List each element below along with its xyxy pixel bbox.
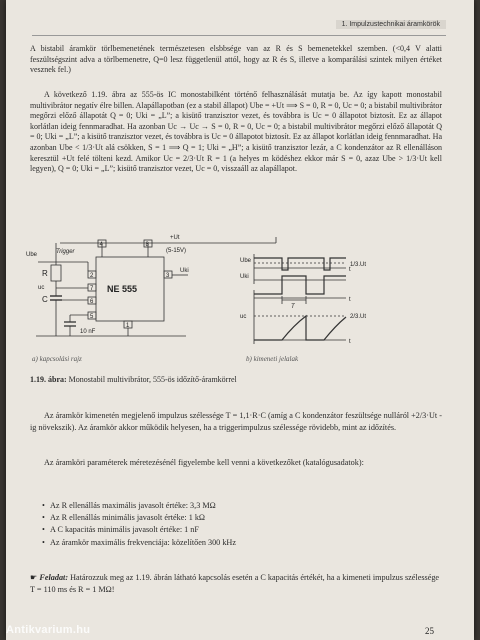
page-number: 25	[425, 626, 434, 636]
parameters-paragraph: Az áramköri paraméterek méretezésénél figyelembe kell venni a következőket (katalógusadatok):	[44, 458, 364, 467]
list-item: • Az áramkör maximális frekvenciája: közelítően 300 kHz	[50, 537, 236, 549]
r-label: R	[42, 269, 48, 278]
third-level-label: 1/3.Ut	[350, 262, 367, 268]
pin-8: 8	[145, 242, 149, 248]
list-item: • A C kapacitás minimális javasolt értéke: 1 nF	[50, 524, 236, 536]
subcaption-b: b) kimeneti jelalak	[246, 355, 299, 363]
ic-label: NE 555	[107, 284, 138, 294]
book-page	[6, 0, 474, 640]
monostable-paragraph: A következő 1.19. ábra az 555-ös IC monostabilként történő felhasználását mutatja be. Az így kapott monostabil multivibrátor negatív élre billen. Alapállapotban (ez a stabil állapot) Ube = +Ut ⟹ S = 0, R = 0, Uc = 0; a bistabil multivibrátor megőrzi előző állapotát Q = 0; Uki = „L”; a kisütő tranzisztor vezet, és továbbra is Uc = 0 állapotot biztosít. Ez az állapot korlátlan ideig fennmaradhat. Ha azonban Uc → Uc → S = 0, R = 0, Uc = 0; a bistabil multivibrátor megőrzi előző állapotát Q = 0; Uki = „L”; a kisütő tranzisztor vezet, és továbbra is Uc = 0 állapotot biztosít. Ez az állapot korlátlan ideig fennmaradhat. Ha azonban Ube < 1/3·Ut alá csökken, S = 1 ⟹ Q = 1; Uki = „H”; a kisütő tranzisztor lezár, a C kondenzátor az R ellenálláson keresztül +Ut felé tölteni kezd. Amikor Uc = 2/3·Ut R = 1 (a helyes m ködéshez ekkor már S = 0, azaz Ube > 1/3·Ut kell legyen), Q = 0; Uki = „L”; kisütő tranzisztor vezet, Uc = 0, visszaáll az alapállapot.	[30, 90, 442, 174]
figure-caption	[30, 375, 237, 384]
twothirds-level-label: 2/3.Ut	[350, 314, 367, 320]
wave-uki-label: Uki	[240, 274, 249, 280]
pin-7: 7	[90, 286, 94, 292]
trigger-label: Trigger	[56, 249, 75, 255]
wave-ube-label: Ube	[240, 258, 252, 264]
subcaption-a: a) kapcsolási rajz	[32, 355, 82, 363]
t-axis-3: t	[349, 339, 351, 345]
waveform-labels	[240, 258, 366, 345]
period-T-label: T	[291, 304, 295, 310]
section-header: 1. Impulzustechnikai áramkörök	[336, 20, 446, 29]
pulse-width-paragraph: Az áramkör kimenetén megjelenő impulzus szélessége T = 1,1·R·C (amíg a C kondenzátor feszültsége nulláról +2/3·Ut -ig növekszik). Az áramkör akkor működik helyesen, ha a triggerimpulzus szélessége rövidebb, mint az időzítés.	[30, 411, 442, 433]
parameter-list	[50, 500, 236, 549]
pin-6: 6	[90, 299, 94, 305]
wave-uc-label: uc	[240, 314, 247, 320]
waveforms	[254, 254, 346, 344]
pin-5: 5	[90, 314, 94, 320]
caption-number: 1.19. ábra:	[30, 375, 67, 384]
cap-label: 10 nF	[80, 329, 96, 335]
t-axis-2: t	[349, 297, 351, 303]
pin-2: 2	[90, 273, 94, 279]
watermark: Antikvarium.hu	[6, 624, 91, 636]
pointer-icon: ☛	[30, 573, 40, 582]
intro-paragraph: A bistabil áramkör törlbemenetének természetesen elsbbsége van az R és S bemenetekkel szemben. (<0,4 V alatti feszültségszint adva a törlbemenetre, Q=0 lesz függetlenül attól, hogy az R és S, illetve a komparálási szintek milyen értéket vesznek fel.)	[30, 44, 442, 75]
resistor	[51, 265, 61, 281]
list-item: • Az R ellenállás minimális javasolt értéke: 1 kΩ	[50, 512, 236, 524]
uc-label: uc	[38, 285, 45, 291]
task-text: Határozzuk meg az 1.19. ábrán látható kapcsolás esetén a C kapacitás értékét, ha a kimeneti impulzus szélessége T = 110 ms és R = 1 MΩ!	[30, 573, 440, 595]
list-item: • Az R ellenállás maximális javasolt értéke: 3,3 MΩ	[50, 500, 236, 512]
uki-label: Uki	[180, 268, 189, 274]
task-paragraph	[30, 572, 442, 596]
t-axis-1: t	[349, 267, 351, 273]
pin-3: 3	[166, 273, 170, 279]
ut-label: +Ut	[170, 235, 180, 241]
caption-text: Monostabil multivibrátor, 555-ös időzítő-áramkörrel	[66, 375, 237, 384]
task-label: Feladat:	[39, 573, 69, 582]
c-label: C	[42, 295, 48, 304]
supply-label: (5-15V)	[166, 248, 187, 254]
pin-4: 4	[99, 242, 103, 248]
ube-label: Ube	[26, 252, 38, 258]
pin-1: 1	[126, 323, 130, 329]
